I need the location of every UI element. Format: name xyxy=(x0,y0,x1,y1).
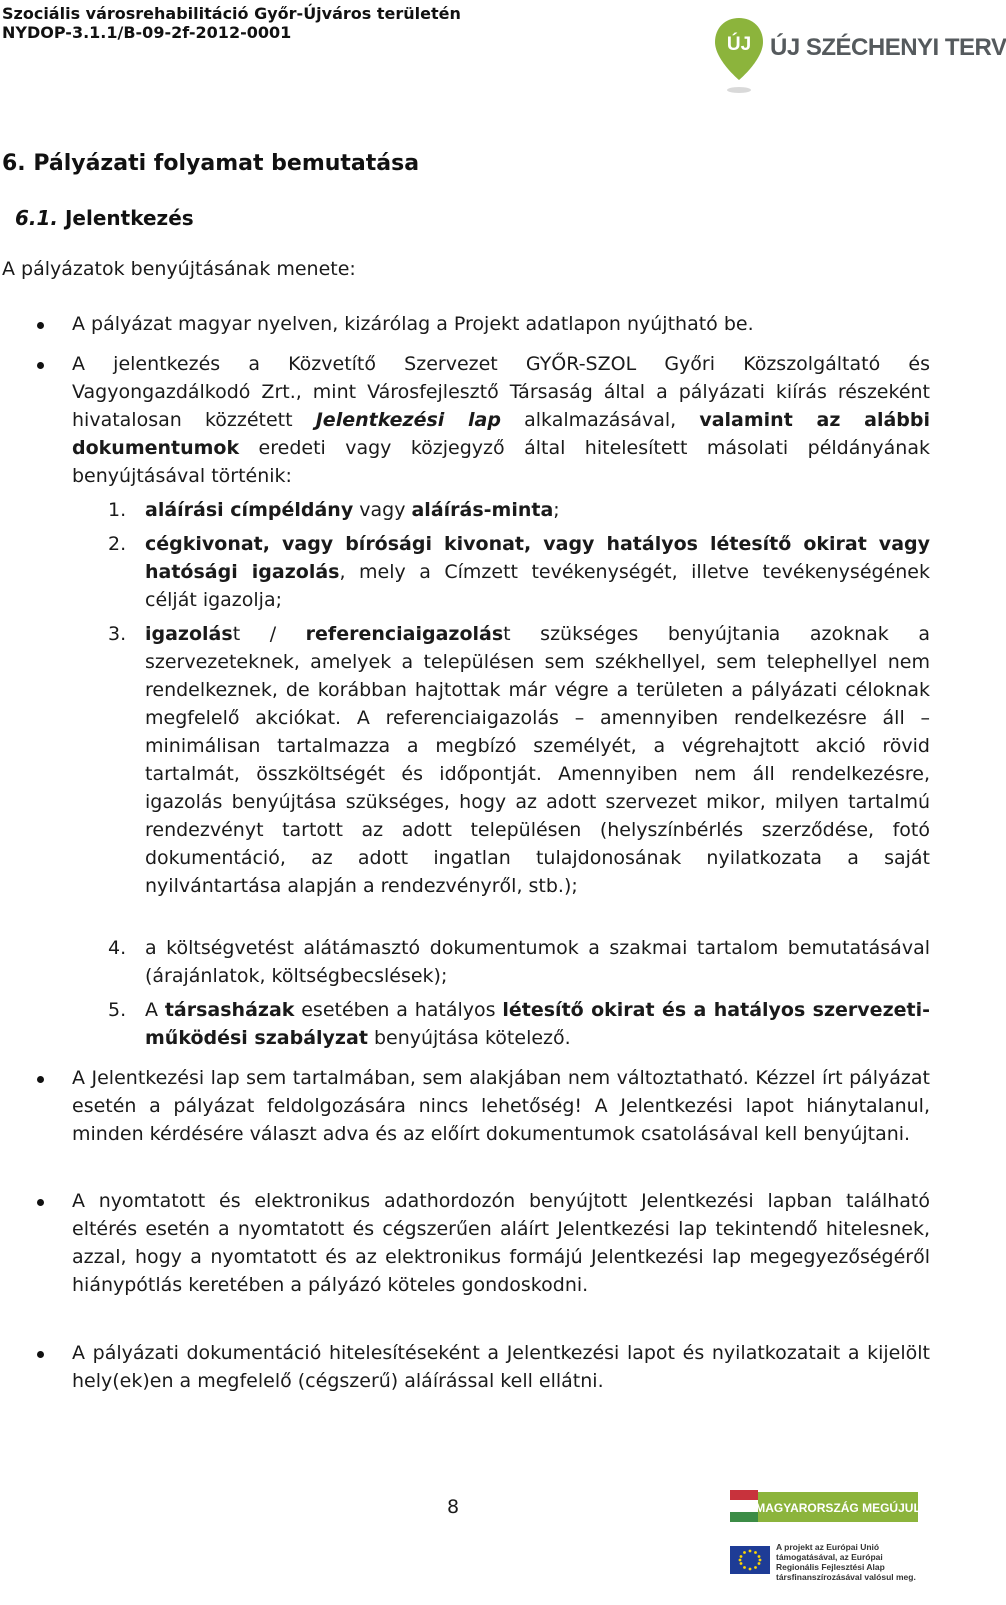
item-text: , mely a Címzett tevékenységét, illetve tevékenységének célját igazolja; xyxy=(145,561,930,611)
bullet-text-3: A Jelentkezési lap sem tartalmában, sem alakjában nem változtatható. Kézzel írt pályázat esetén a pályázat feldolgozására nincs lehetőség! A Jelentkezési lapot hiánytalanul, minden kérdésére választ adva és az előírt dokumentumok csatolásával kell benyújtani. xyxy=(72,1067,930,1145)
item-number: 5. xyxy=(108,999,127,1021)
header-title: Szociális városrehabilitáció Győr-Újváros területén xyxy=(2,4,461,23)
item-number: 2. xyxy=(108,533,127,555)
jelentkezesi-lap-emphasis: Jelentkezési lap xyxy=(315,409,501,431)
bullet-2-part: alkalmazásával, xyxy=(500,409,700,431)
bullet-2-part: A jelentkezés a Közvetítő Szervezet GYŐR-SZOL Győri Közszolgáltató és Vagyongazdálkodó Zrt., mint Városfejlesztő Társaság által a pályázati kiírás részeként hivatalosan közzétett xyxy=(72,353,930,431)
bullet-text-4: A nyomtatott és elektronikus adathordozón benyújtott Jelentkezési lapban található eltérés esetén a nyomtatott és cégszerűen aláírt Jelentkezési lap tekintendő hitelesnek, azzal, hogy a nyomtatott és az elektronikus formájú Jelentkezési lap megegyezőségéről hiánypótlás keretében a pályázó köteles gondoskodni. xyxy=(72,1190,930,1296)
item-emphasis: létesítő okirat és a hatályos szervezeti-működési szabályzat xyxy=(145,999,930,1049)
document-header xyxy=(2,4,461,42)
magyarorszag-megujul-logo xyxy=(728,1488,921,1600)
banner-text: MAGYARORSZÁG MEGÚJUL xyxy=(755,1501,921,1515)
intro-text: A pályázatok benyújtásának menete: xyxy=(2,258,356,280)
item-text: t / xyxy=(232,623,306,645)
item-emphasis: aláírási címpéldány xyxy=(145,499,354,521)
item-text: esetében a hatályos xyxy=(294,999,503,1021)
bullet-2-part: eredeti vagy közjegyző által hitelesített másolati példányának benyújtásával történik: xyxy=(72,437,930,487)
item-emphasis: cégkivonat, vagy bírósági kivonat, vagy hatályos létesítő okirat vagy hatósági igazolás xyxy=(145,533,930,583)
item-text: a költségvetést alátámasztó dokumentumok a szakmai tartalom bemutatásával (árajánlatok, költségbecslések); xyxy=(145,937,930,987)
item-text: vagy xyxy=(353,499,412,521)
subsection-title: Jelentkezés xyxy=(58,206,194,230)
documents-emphasis: valamint az alábbi dokumentumok xyxy=(72,409,930,459)
subsection-number: 6.1. xyxy=(15,206,59,230)
numbered-item-4 xyxy=(108,934,930,990)
bullet-icon xyxy=(37,1199,44,1206)
header-code: NYDOP-3.1.1/B-09-2f-2012-0001 xyxy=(2,23,292,42)
bullet-icon xyxy=(37,1351,44,1358)
bullet-icon xyxy=(37,322,44,329)
numbered-item-5 xyxy=(108,996,930,1052)
szechenyi-terv-logo xyxy=(712,16,1006,98)
item-emphasis: aláírás-minta xyxy=(411,499,554,521)
item-number: 3. xyxy=(108,623,127,645)
bullet-icon xyxy=(37,362,44,369)
numbered-item-3 xyxy=(108,620,930,900)
bullet-text-2 xyxy=(72,350,930,490)
numbered-item-1 xyxy=(108,496,930,524)
location-pin-icon xyxy=(712,16,766,98)
item-emphasis: társasházak xyxy=(164,999,295,1021)
bullet-text-5: A pályázati dokumentáció hitelesítéseként a Jelentkezési lapot és nyilatkozatait a kijelölt hely(ek)en a megfelelő (cégszerű) aláírással kell ellátni. xyxy=(72,1342,930,1392)
eu-caption: A projekt az Európai Unió támogatásával, az Európai Regionális Fejlesztési Alap társfinanszírozásával valósul meg. xyxy=(776,1542,916,1582)
item-text: benyújtása kötelező. xyxy=(367,1027,571,1049)
bullet-icon xyxy=(37,1076,44,1083)
svg-text:ÚJ: ÚJ xyxy=(726,34,752,55)
item-text: A xyxy=(145,999,165,1021)
numbered-item-2 xyxy=(108,530,930,614)
logo-text: ÚJ SZÉCHENYI TERV xyxy=(770,34,1006,61)
bullet-text-1: A pályázat magyar nyelven, kizárólag a Projekt adatlapon nyújtható be. xyxy=(72,313,754,335)
item-text: t szükséges benyújtania azoknak a szervezeteknek, amelyek a településen sem székhellyel, sem telephellyel nem rendelkeznek, de korábban hajtottak már végre a területen a pályázati céloknak megfelelő akciókat. A referenciaigazolás – amennyiben rendelkezésre áll – minimálisan tartalmazza a megbízó személyét, a végrehajtott akció rövid tartalmát, összköltségét és időpontját. Amennyiben nem áll rendelkezésre, igazolás benyújtása szükséges, hogy az adott szervezet mikor, milyen tartalmú rendezvényt tartott az adott településen (helyszínbérlés szerződése, fotó dokumentáció, az adott ingatlan tulajdonosának nyilatkozata a saját nyilvántartása alapján a rendezvényről, stb.); xyxy=(145,623,930,897)
item-number: 4. xyxy=(108,937,127,959)
item-text: ; xyxy=(553,499,560,521)
item-emphasis: referenciaigazolás xyxy=(305,623,504,645)
eu-support-logo xyxy=(728,1488,921,1600)
item-emphasis: igazolás xyxy=(145,623,233,645)
page-number: 8 xyxy=(447,1496,460,1518)
item-number: 1. xyxy=(108,499,127,521)
section-heading: 6. Pályázati folyamat bemutatása xyxy=(2,151,420,176)
subsection-heading xyxy=(15,206,194,230)
